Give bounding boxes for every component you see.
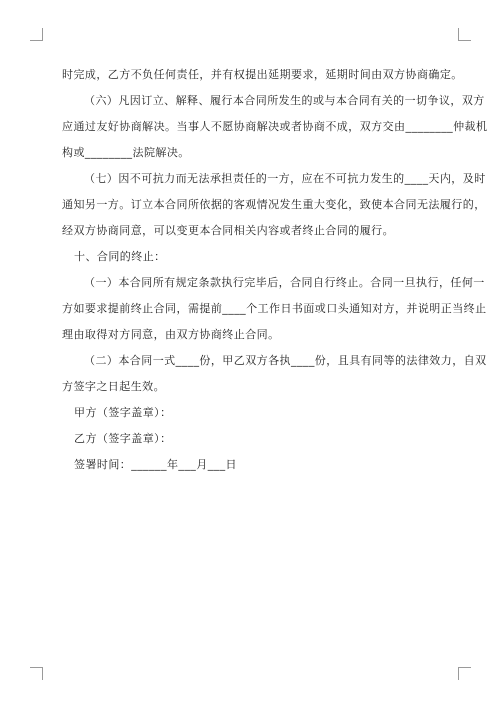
copies-clause-line: （二）本合同一式____份，甲乙双方各执____份，且具有同等的法律效力，自双: [84, 354, 487, 367]
party-a-signature-line: 甲方（签字盖章）：: [74, 406, 172, 419]
copies-clause-line: 方签字之日起生效。: [62, 380, 166, 393]
clause-seven-line: （七）因不可抗力而无法承担责任的一方，应在不可抗力发生的____天内，及时: [84, 172, 486, 185]
clause-seven-line: 经双方协商同意，可以变更本合同相关内容或者终止合同的履行。: [62, 224, 395, 237]
clause-seven-line: 通知另一方。订立本合同所依据的客观情况发生重大变化，致使本合同无法履行的，: [62, 198, 486, 211]
crop-mark-bottom-right: [458, 667, 471, 680]
party-b-signature-line: 乙方（签字盖章）：: [74, 432, 172, 445]
text-line: 时完成，乙方不负任何责任，并有权提出延期要求，延期时间由双方协商确定。: [62, 68, 463, 81]
clause-six-line: 应通过友好协商解决。当事人不愿协商解决或者协商不成，双方交由________仲裁机: [62, 120, 488, 133]
termination-clause-line: 理由取得对方同意，由双方协商终止合同。: [62, 328, 280, 341]
crop-mark-bottom-left: [30, 667, 43, 680]
clause-six-line: 构或________法院解决。: [62, 146, 190, 159]
clause-six-line: （六）凡因订立、解释、履行本合同所发生的或与本合同有关的一切争议，双方: [84, 94, 485, 107]
crop-mark-top-right: [458, 28, 471, 41]
document-body: [62, 68, 488, 472]
termination-clause-line: 方如要求提前终止合同，需提前____个工作日书面或口头通知对方，并说明正当终止: [62, 302, 487, 315]
termination-clause-line: （一）本合同所有规定条款执行完毕后，合同自行终止。合同一旦执行，任何一: [84, 276, 485, 289]
signing-date-line: 签署时间：______年___月___日: [74, 458, 237, 471]
crop-mark-top-left: [30, 28, 43, 41]
section-heading: 十、合同的终止：: [74, 250, 166, 263]
